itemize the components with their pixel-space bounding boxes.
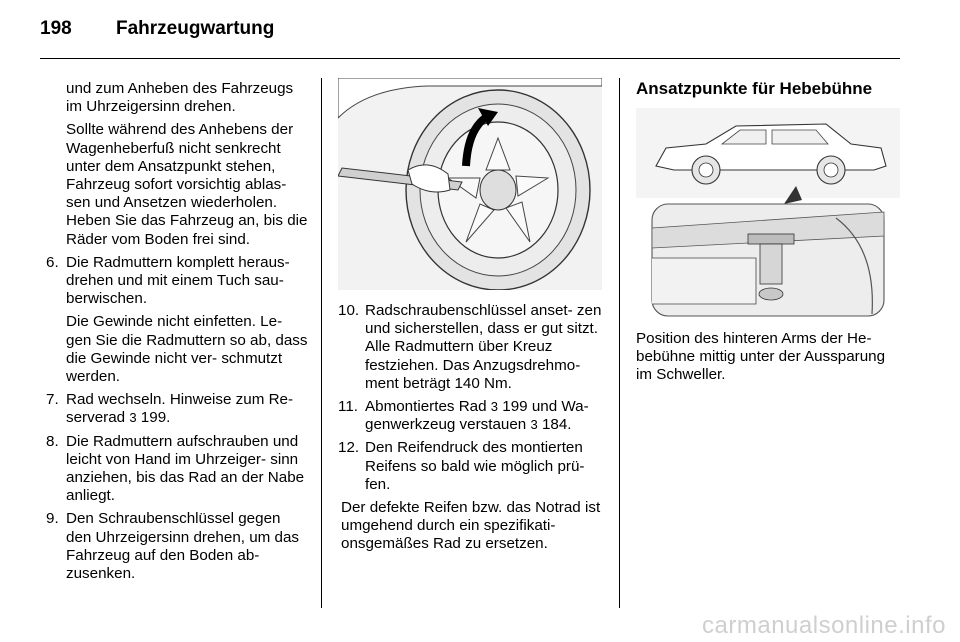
list-item — [40, 254, 308, 386]
watermark: carmanualsonline.info — [702, 612, 946, 639]
list-item — [338, 302, 606, 393]
header-rule — [40, 58, 900, 59]
closing-paragraph: Der defekte Reifen bzw. das Notrad ist umgehend durch ein spezifikati- onsgemäßes Rad zu ersetzen. — [341, 499, 601, 553]
lift-point-illustration — [636, 108, 900, 320]
page-ref: 184. — [541, 416, 572, 434]
chapter-title: Fahrzeugwartung — [116, 18, 275, 39]
wheel-wrench-illustration — [338, 78, 602, 290]
page-ref-icon: 3 — [530, 417, 538, 433]
item-text: Die Radmuttern aufschrauben und leicht von Hand im Uhrzeiger- sinn anziehen, bis das Rad an der Nabe anliegt. — [66, 432, 305, 505]
item-number: 12. — [338, 439, 360, 457]
continued-text: Sollte während des Anhebens der Wagenheberfuß nicht senkrecht unter dem Ansatzpunkt stehen, Fahrzeug sofort vorsichtig ablas- sen und Ansetzen wiederholen. Heben Sie das Fahrzeug an, bis die Räder vom Boden frei sind. — [66, 121, 308, 248]
item-text-main: Rad wechseln. Hinweise zum Re- serverad — [66, 391, 294, 427]
page-ref-icon: 3 — [129, 410, 137, 426]
figure-caption: Position des hinteren Arms der He- bebühne mittig unter der Aussparung im Schweller. — [636, 330, 886, 384]
item-text — [365, 398, 606, 434]
column-3 — [636, 78, 904, 110]
item-subtext: Die Gewinde nicht einfetten. Le- gen Sie die Radmuttern so ab, dass die Gewinde nicht ver- schmutzt werden. — [66, 313, 308, 386]
list-item — [338, 398, 606, 434]
item-text-cont: 199 und Wa- genwerkzeug verstauen — [365, 398, 589, 434]
page-ref: 199. — [140, 409, 171, 427]
continued-text: und zum Anheben des Fahrzeugs im Uhrzeigersinn drehen. — [66, 80, 294, 116]
column-1 — [40, 80, 308, 588]
column-2 — [338, 302, 606, 559]
list-item — [338, 439, 606, 494]
page-header — [40, 18, 274, 48]
item-text — [66, 391, 308, 427]
item-number: 7. — [46, 391, 59, 409]
item-text-main: Abmontiertes Rad — [365, 398, 487, 416]
item-number: 9. — [46, 510, 59, 528]
item-number: 6. — [46, 253, 59, 271]
lift-illustration-svg — [636, 108, 900, 320]
item-text: Radschraubenschlüssel anset- zen und sicherstellen, dass er gut sitzt. Alle Radmuttern über Kreuz festziehen. Das Anzugsdrehmo- ment beträgt 140 Nm. — [365, 302, 602, 392]
item-text: Die Radmuttern komplett heraus- drehen und mit einem Tuch sau- berwischen. — [66, 253, 290, 308]
item-text: Den Reifendruck des montierten Reifens so bald wie möglich prü- fen. — [365, 439, 585, 493]
item-number: 8. — [46, 432, 59, 450]
column-separator — [321, 78, 322, 608]
page-ref-icon: 3 — [490, 399, 499, 415]
list-item — [40, 391, 308, 427]
column-separator — [619, 78, 620, 608]
item-text: Den Schraubenschlüssel gegen den Uhrzeigersinn drehen, um das Fahrzeug auf den Boden ab- zusenken. — [66, 510, 300, 583]
page-number: 198 — [40, 18, 72, 39]
section-title: Ansatzpunkte für Hebebühne — [636, 79, 873, 98]
list-item — [40, 510, 308, 583]
wheel-illustration-svg — [338, 78, 602, 290]
item-number: 10. — [338, 302, 360, 319]
list-item — [40, 433, 308, 506]
item-number: 11. — [338, 398, 358, 416]
